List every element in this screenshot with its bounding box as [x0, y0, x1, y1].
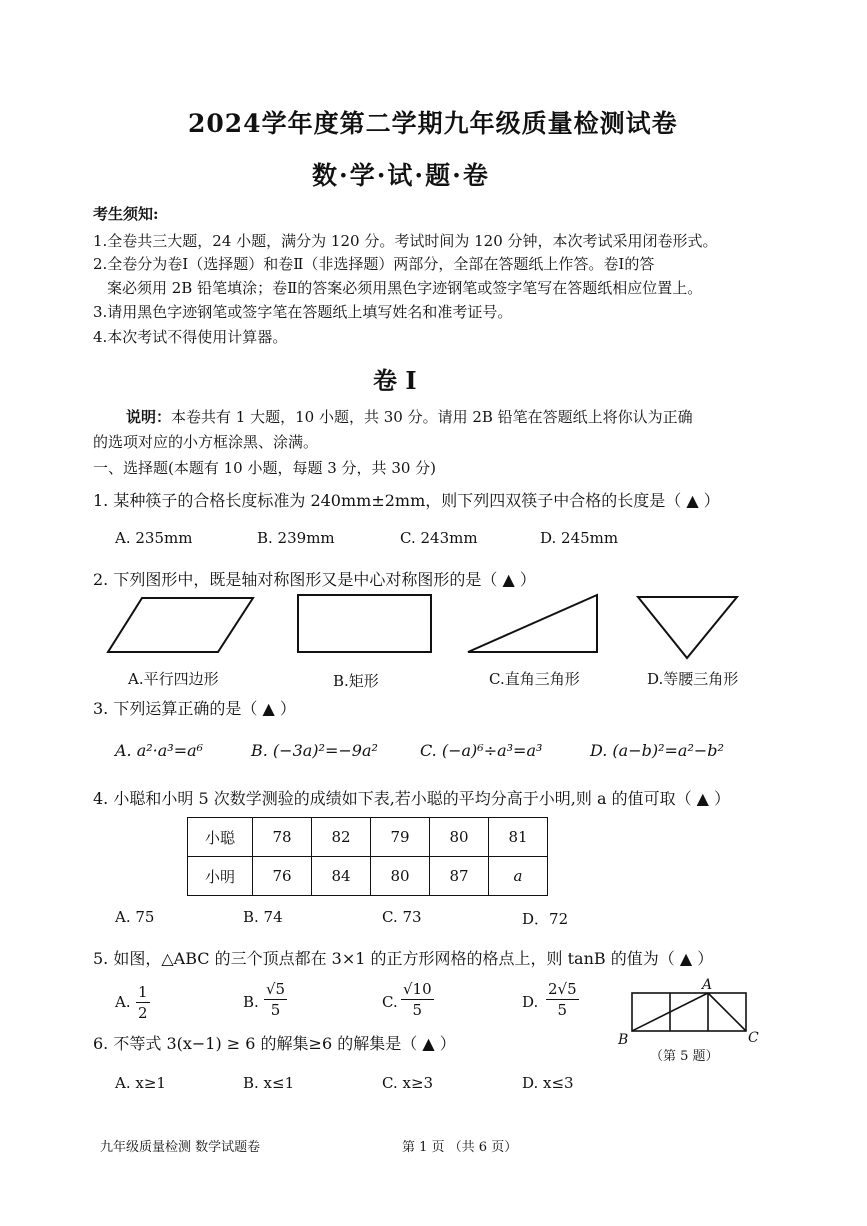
grid-outline	[632, 993, 746, 1031]
exam-subtitle: 数·学·试·题·卷	[312, 161, 490, 190]
q1-option-d: D. 245mm	[540, 529, 619, 547]
table-cell: 小聪	[188, 818, 253, 857]
q1-option-c: C. 243mm	[400, 529, 478, 547]
q3-option-d: D. (a−b)²=a²−b²	[590, 741, 724, 760]
q5-option-a-label: A.	[115, 993, 131, 1011]
fraction-numerator: 1	[138, 983, 148, 1001]
q6-stem: 6. 不等式 3(x−1) ≥ 6 的解集≥6 的解集是（ ▲ ）	[93, 1034, 456, 1053]
q3-stem: 3. 下列运算正确的是（ ▲ ）	[93, 699, 296, 718]
q6-option-c: C. x≥3	[382, 1074, 434, 1092]
q4-option-d: D．72	[522, 910, 569, 928]
q3-option-b: B. (−3a)²=−9a²	[251, 741, 378, 760]
q1-stem: 1. 某种筷子的合格长度标准为 240mm±2mm，则下列四双筷子中合格的长度是（ ▲ ）	[93, 491, 720, 510]
fraction-denominator: 2	[138, 1004, 148, 1022]
fraction-denominator: 5	[412, 1001, 423, 1019]
table-cell: 80	[371, 857, 430, 896]
section-desc-text: 本卷共有 1 大题，10 小题，共 30 分。请用 2B 铅笔在答题纸上将你认为正确	[171, 408, 693, 426]
notice-item-4: 4.本次考试不得使用计算器。	[93, 328, 288, 346]
q6-option-a: A. x≥1	[115, 1074, 166, 1092]
parallelogram-shape	[108, 598, 253, 652]
table-cell: 79	[371, 818, 430, 857]
table-cell: 82	[312, 818, 371, 857]
right-triangle-shape	[468, 595, 597, 652]
q2-option-d: D.等腰三角形	[647, 670, 739, 688]
q4-score-table	[187, 817, 548, 896]
rectangle-shape	[298, 595, 431, 652]
q4-option-a: A. 75	[115, 908, 155, 926]
q5-option-d-fraction	[546, 980, 579, 1019]
table-cell: 78	[253, 818, 312, 857]
q3-option-a: A. a²·a³=a⁶	[115, 741, 204, 760]
vertex-b-label: B	[618, 1032, 629, 1048]
fraction-denominator: 5	[270, 1001, 281, 1019]
table-row	[188, 818, 548, 857]
isosceles-triangle-shape	[638, 597, 737, 658]
notice-item-2-cont: 案必须用 2B 铅笔填涂；卷Ⅱ的答案必须用黑色字迹钢笔或签字笔写在答题纸相应位置上。	[107, 279, 703, 297]
q4-option-c: C. 73	[382, 908, 422, 926]
side-ac	[708, 993, 746, 1031]
notice-item-3: 3.请用黑色字迹钢笔或签字笔在答题纸上填写姓名和准考证号。	[93, 303, 513, 321]
section-title: 卷 Ⅰ	[373, 366, 417, 395]
q5-stem: 5. 如图，△ABC 的三个顶点都在 3×1 的正方形网格的格点上，则 tanB 的值为（ ▲ ）	[93, 949, 714, 968]
q2-stem: 2. 下列图形中，既是轴对称图形又是中心对称图形的是（ ▲ ）	[93, 570, 536, 589]
notice-heading: 考生须知:	[93, 205, 159, 223]
table-cell: 76	[253, 857, 312, 896]
q5-option-a-fraction	[136, 983, 150, 1022]
q6-option-d: D. x≤3	[522, 1074, 574, 1092]
q2-option-c: C.直角三角形	[489, 670, 580, 688]
q2-option-b: B.矩形	[333, 672, 379, 690]
q5-option-c-fraction	[401, 980, 434, 1019]
q5-option-b-label: B.	[243, 993, 259, 1011]
table-cell: 小明	[188, 857, 253, 896]
vertex-a-label: A	[702, 977, 713, 993]
section-desc-line2: 的选项对应的小方框涂黑、涂满。	[93, 433, 319, 451]
q5-option-d-label: D.	[522, 993, 539, 1011]
table-cell: 84	[312, 857, 371, 896]
q2-option-a: A.平行四边形	[128, 670, 219, 688]
table-cell: 80	[430, 818, 489, 857]
table-cell: 87	[430, 857, 489, 896]
q3-option-c: C. (−a)⁶÷a³=a³	[420, 741, 543, 760]
q1-option-a: A. 235mm	[115, 529, 193, 547]
notice-item-2: 2.全卷分为卷Ⅰ（选择题）和卷Ⅱ（非选择题）两部分，全部在答题纸上作答。卷Ⅰ的答	[93, 255, 655, 273]
section-desc-line1	[126, 406, 693, 427]
notice-item-1: 1.全卷共三大题，24 小题，满分为 120 分。考试时间为 120 分钟，本次考试采用闭卷形式。	[93, 232, 718, 250]
fraction-numerator: √5	[266, 980, 286, 998]
fraction-numerator: √10	[403, 980, 432, 998]
footer-left: 九年级质量检测 数学试题卷	[100, 1140, 261, 1155]
vertex-c-label: C	[748, 1030, 759, 1046]
q4-option-b: B. 74	[243, 908, 283, 926]
table-row	[188, 857, 548, 896]
q5-figure-caption: （第 5 题）	[650, 1049, 719, 1064]
q5-option-c-label: C.	[382, 993, 398, 1011]
page-number: 第 1 页 （共 6 页）	[402, 1140, 518, 1155]
q5-option-b-fraction	[264, 980, 287, 1019]
section-desc-label: 说明：	[126, 408, 172, 426]
q1-option-b: B. 239mm	[257, 529, 335, 547]
fraction-numerator: 2√5	[548, 980, 577, 998]
fraction-denominator: 5	[557, 1001, 568, 1019]
table-cell: a	[489, 857, 548, 896]
q6-option-b: B. x≤1	[243, 1074, 295, 1092]
exam-title: 2024学年度第二学期九年级质量检测试卷	[188, 109, 678, 138]
part-title: 一、选择题(本题有 10 小题，每题 3 分，共 30 分)	[93, 459, 437, 477]
q4-stem: 4. 小聪和小明 5 次数学测验的成绩如下表,若小聪的平均分高于小明,则 a 的值可取（ ▲ ）	[93, 789, 731, 808]
table-cell: 81	[489, 818, 548, 857]
q2-figures	[0, 590, 867, 670]
